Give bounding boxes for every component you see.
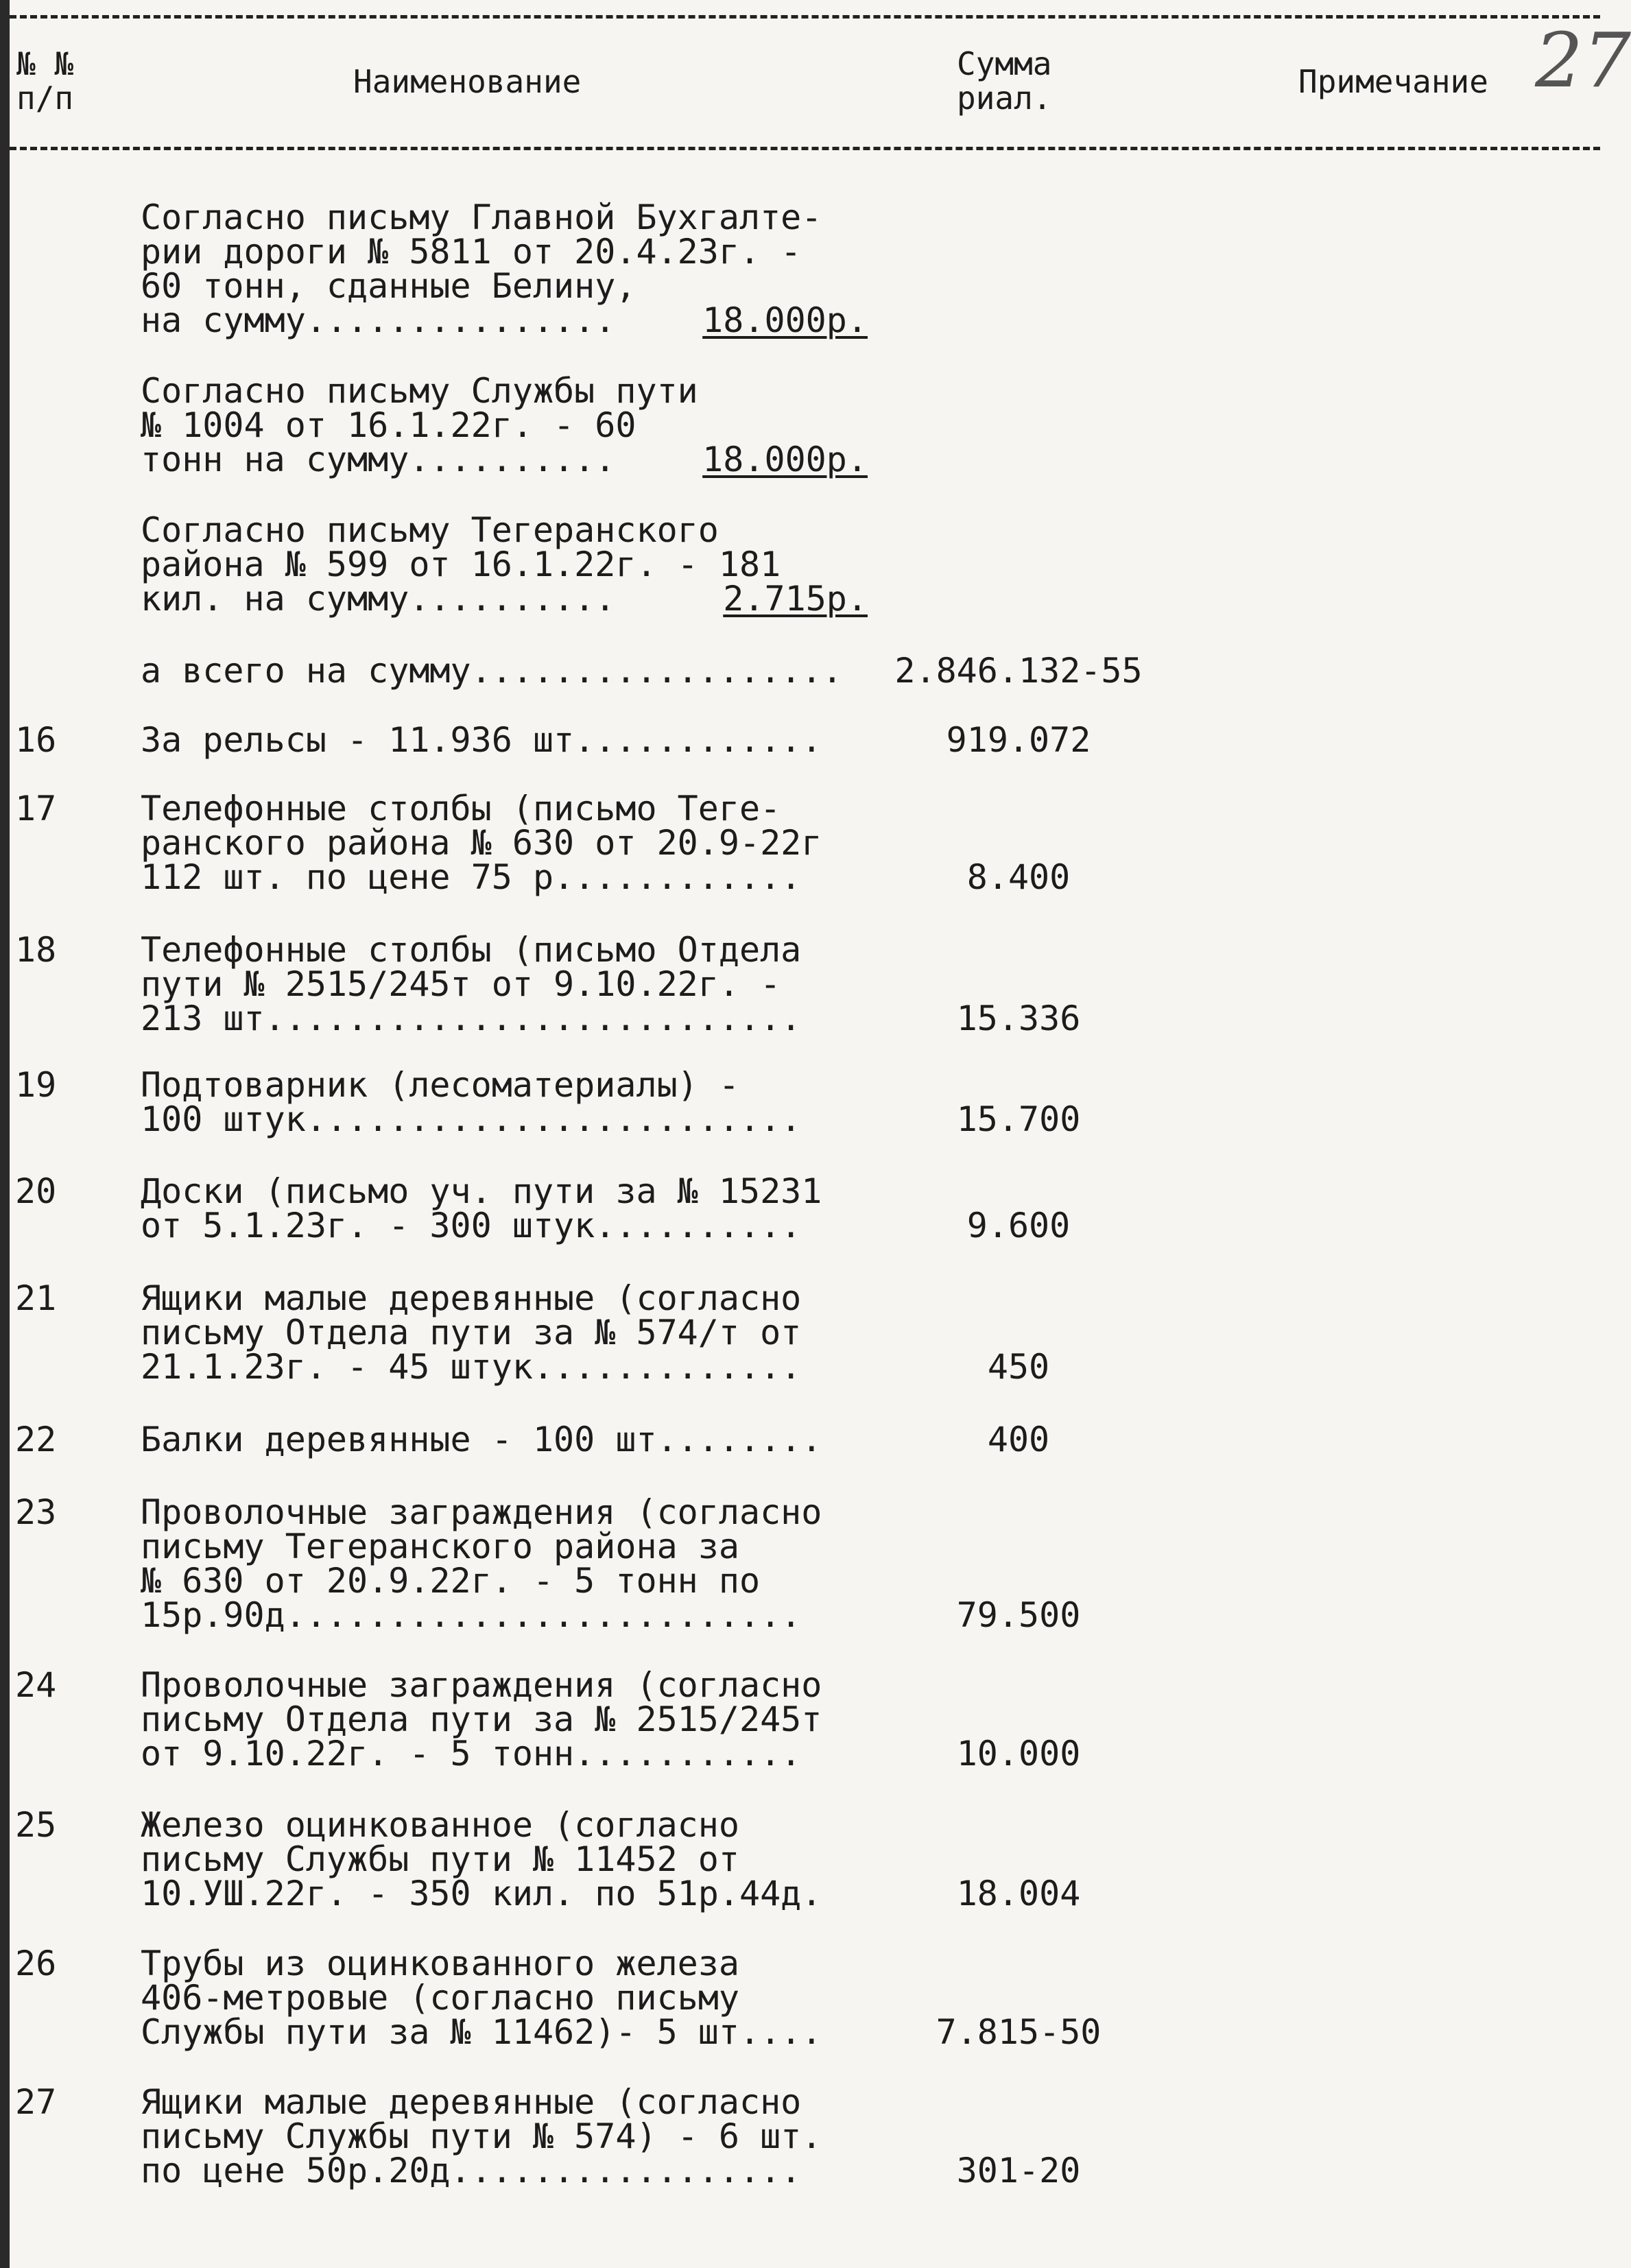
item-number: 26 (15, 1944, 57, 1983)
header-number-column: № № п/п (16, 45, 74, 117)
pre-item-line: кил. на сумму.......... 2.715р. (141, 579, 868, 619)
pre-item-line: 60 тонн, сданные Белину, (141, 266, 636, 306)
item-line: Балки деревянные - 100 шт........ (141, 1420, 822, 1459)
pre-item-text (141, 510, 868, 619)
item-description (141, 2082, 868, 2191)
item-line: 112 шт. по цене 75 р............ (141, 857, 802, 897)
pre-item-line: на сумму............... 18.000р. (141, 300, 868, 340)
table-row (0, 1278, 1600, 1387)
item-line: № 630 от 20.9.22г. - 5 тонн по (141, 1561, 761, 1601)
pre-item-line: рии дороги № 5811 от 20.4.23г. - (141, 232, 802, 272)
item-description (141, 1805, 868, 1913)
item-description (141, 720, 868, 760)
pre-item-row (0, 198, 1600, 340)
item-number: 27 (15, 2082, 57, 2122)
item-line: 10.УШ.22г. - 350 кил. по 51р.44д. (141, 1874, 822, 1913)
item-line: Доски (письмо уч. пути за № 15231 (141, 1171, 822, 1211)
item-amount: 400 (987, 1420, 1050, 1459)
item-amount: 919.072 (946, 720, 1091, 760)
item-line: письму Службы пути № 11452 от (141, 1839, 739, 1879)
table-row (0, 2082, 1600, 2191)
table-row (0, 1665, 1600, 1774)
item-line: от 9.10.22г. - 5 тонн........... (141, 1734, 802, 1774)
pre-item-line: района № 599 от 16.1.22г. - 181 (141, 545, 781, 584)
pre-item-line: Согласно письму Главной Бухгалте- (141, 198, 822, 237)
item-number: 18 (15, 930, 57, 970)
item-line: от 5.1.23г. - 300 штук.......... (141, 1206, 802, 1245)
item-line: 213 шт.......................... (141, 999, 802, 1038)
item-amount: 450 (987, 1347, 1050, 1387)
item-number: 17 (15, 789, 57, 828)
item-amount: 15.336 (956, 999, 1081, 1038)
table-row (0, 720, 1600, 760)
item-amount: 10.000 (956, 1734, 1081, 1774)
pre-item-line: № 1004 от 16.1.22г. - 60 (141, 405, 636, 445)
item-number: 16 (15, 720, 57, 760)
handwritten-page-number: 27 (1535, 16, 1631, 104)
total-label: а всего на сумму.................. (141, 651, 843, 691)
pre-item-text (141, 198, 868, 340)
pre-item-subamount: 18.000р. (702, 300, 868, 340)
item-line: За рельсы - 11.936 шт............ (141, 720, 822, 760)
pre-item-text (141, 371, 868, 479)
item-description (141, 1278, 868, 1387)
header-sum-column: Сумма риал. (957, 45, 1052, 117)
item-number: 20 (15, 1171, 57, 1211)
item-line: Железо оцинкованное (согласно (141, 1805, 739, 1845)
top-dashed-rule (10, 15, 1600, 19)
item-description (141, 789, 868, 897)
item-line: Ящики малые деревянные (согласно (141, 2082, 802, 2122)
item-line: письму Службы пути № 574) - 6 шт. (141, 2116, 822, 2156)
pre-item-subamount: 18.000р. (702, 440, 868, 479)
item-description (141, 930, 868, 1038)
item-amount: 301-20 (956, 2151, 1081, 2191)
item-number: 21 (15, 1278, 57, 1318)
item-line: по цене 50р.20д................. (141, 2151, 802, 2191)
table-row (0, 930, 1600, 1038)
item-line: ранского района № 630 от 20.9-22г (141, 823, 822, 863)
item-line: письму Тегеранского района за (141, 1527, 739, 1566)
item-number: 24 (15, 1665, 57, 1705)
table-row (0, 1171, 1600, 1245)
table-row (0, 789, 1600, 897)
item-line: 21.1.23г. - 45 штук............. (141, 1347, 802, 1387)
table-row (0, 1065, 1600, 1139)
item-number: 25 (15, 1805, 57, 1845)
pre-item-row (0, 371, 1600, 479)
item-line: 15р.90д......................... (141, 1595, 802, 1635)
item-amount: 7.815-50 (936, 2012, 1102, 2052)
table-row (0, 1492, 1600, 1635)
item-number: 22 (15, 1420, 57, 1459)
item-line: Подтоварник (лесоматериалы) - (141, 1065, 739, 1105)
table-row (0, 1422, 1600, 1457)
item-description (141, 1492, 868, 1635)
item-description (141, 1944, 868, 2052)
header-name-column: Наименование (353, 63, 582, 100)
header-note-column: Примечание (1298, 63, 1488, 100)
item-description (141, 1171, 868, 1245)
item-line: письму Отдела пути за № 2515/245т (141, 1699, 822, 1739)
total-row (0, 651, 1600, 691)
item-description (141, 1065, 868, 1139)
item-line: пути № 2515/245т от 9.10.22г. - (141, 964, 781, 1004)
item-amount: 79.500 (956, 1595, 1081, 1635)
item-amount: 9.600 (966, 1206, 1071, 1245)
item-line: Телефонные столбы (письмо Отдела (141, 930, 802, 970)
item-number: 23 (15, 1492, 57, 1532)
item-amount: 18.004 (956, 1874, 1081, 1913)
item-line: Ящики малые деревянные (согласно (141, 1278, 802, 1318)
item-line: Проволочные заграждения (согласно (141, 1492, 822, 1532)
item-line: Службы пути за № 11462)- 5 шт.... (141, 2012, 822, 2052)
header-dashed-rule (10, 147, 1600, 150)
pre-item-line: Согласно письму Тегеранского (141, 510, 719, 550)
table-row (0, 1944, 1600, 2052)
item-line: 100 штук........................ (141, 1099, 802, 1139)
item-line: письму Отдела пути за № 574/т от (141, 1313, 802, 1352)
total-amount: 2.846.132-55 (894, 651, 1143, 691)
item-line: Трубы из оцинкованного железа (141, 1944, 739, 1983)
item-line: Телефонные столбы (письмо Теге- (141, 789, 781, 828)
item-description (141, 1422, 868, 1457)
item-number: 19 (15, 1065, 57, 1105)
item-amount: 15.700 (956, 1099, 1081, 1139)
pre-item-line: Согласно письму Службы пути (141, 371, 698, 411)
pre-item-row (0, 510, 1600, 619)
pre-item-line: тонн на сумму.......... 18.000р. (141, 440, 868, 479)
item-line: 406-метровые (согласно письму (141, 1978, 739, 2018)
item-line: Проволочные заграждения (согласно (141, 1665, 822, 1705)
item-amount: 8.400 (966, 857, 1071, 897)
table-row (0, 1805, 1600, 1913)
item-description (141, 1665, 868, 1774)
pre-item-subamount: 2.715р. (723, 579, 868, 619)
